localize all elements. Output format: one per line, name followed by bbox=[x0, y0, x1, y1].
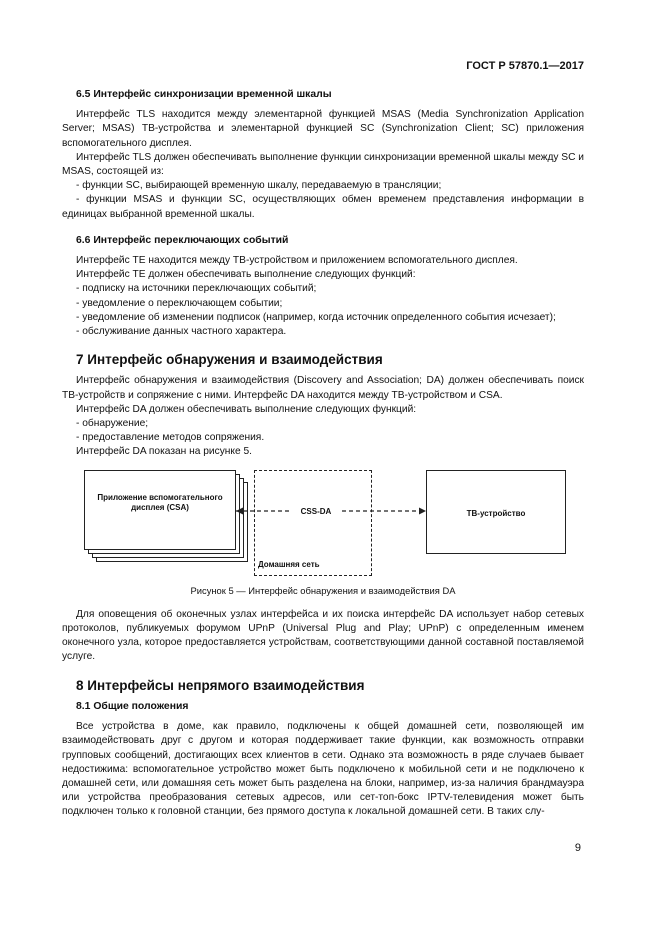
paragraph: Интерфейс ТЕ находится между ТВ-устройством и приложением вспомогательного дисплея. bbox=[76, 255, 518, 267]
paragraph: Интерфейс обнаружения и взаимодействия (Discovery and Association; DA) должен обеспечивать поиск ТВ-устройств и сопряжение с ними. Интерфейс DA находится между ТВ-устройством и CSA. bbox=[62, 375, 584, 401]
tv-device-label: ТВ-устройство bbox=[466, 508, 526, 518]
page-content bbox=[62, 88, 584, 820]
section-heading-6-6: 6.6 Интерфейс переключающих событий bbox=[76, 234, 289, 246]
list-item: - обнаружение; bbox=[76, 418, 149, 430]
arrow-right-icon bbox=[419, 507, 426, 514]
list-item: - обслуживание данных частного характера. bbox=[76, 326, 287, 338]
list-item: - функции MSAS и функции SC, осуществляющих обмен временем представления информации в единицах выбранной временной шкалы. bbox=[62, 194, 584, 220]
paragraph: Для оповещения об оконечных узлах интерфейса и их поиска интерфейс DA использует набор сетевых протоколов, публикуемых форумом UPnP (Universal Plug and Play; UPnP) с определенным именем оконечного узла, которое предоставляется устройствам, соответствующими данной составной поставляемой услуге. bbox=[62, 608, 584, 663]
css-da-label: CSS-DA bbox=[300, 506, 332, 516]
paragraph: Интерфейс TLS должен обеспечивать выполнение функции синхронизации временной шкалы между SC и MSAS, состоящей из: bbox=[62, 151, 584, 178]
section-heading-7: 7 Интерфейс обнаружения и взаимодействия bbox=[76, 352, 383, 368]
association-connector bbox=[62, 468, 584, 580]
home-network-label: Домашняя сеть bbox=[258, 559, 320, 569]
section-heading-8-1: 8.1 Общие положения bbox=[76, 700, 189, 712]
paragraph: Интерфейс DA должен обеспечивать выполнение следующих функций: bbox=[76, 403, 417, 415]
arrow-left-icon bbox=[236, 507, 243, 514]
list-item: - уведомление о переключающем событии; bbox=[76, 297, 283, 309]
section-heading-6-5: 6.5 Интерфейс синхронизации временной шкалы bbox=[76, 89, 332, 100]
paragraph: Интерфейс DA показан на рисунке 5. bbox=[76, 446, 252, 458]
figure-caption: Рисунок 5 — Интерфейс обнаружения и взаимодействия DA bbox=[190, 584, 456, 596]
list-item: - функции SC, выбирающей временную шкалу, передаваемую в трансляции; bbox=[76, 180, 442, 192]
list-item: - подписку на источники переключающих событий; bbox=[76, 283, 317, 295]
paragraph: Интерфейс TLS находится между элементарной функцией MSAS (Media Synchronization Application Server; MSAS) ТВ-устройства и элементарной функцией SC (Synchronization Client; SC) приложения вспомогательного дисплея. bbox=[62, 109, 584, 149]
section-heading-8: 8 Интерфейсы непрямого взаимодействия bbox=[76, 677, 365, 693]
document-code: ГОСТ Р 57870.1—2017 bbox=[466, 60, 584, 72]
paragraph: Интерфейс ТЕ должен обеспечивать выполнение следующих функций: bbox=[76, 269, 416, 281]
paragraph: Все устройства в доме, как правило, подключены к общей домашней сети, позволяющей им взаимодействовать друг с другом и которая поддерживает такие функции, как возможность отправки групповых сообщений, достигающих всех клиентов в сети. Однако эта возможность в ряде случаев бывает недостижима: вспомогательное устройство может быть подключено к мобильной сети и не подключено к домашней сети, или домашняя сеть может быть разделена на блоки, например, из-за наличия брандмауэра или устройства преобразования сетевых адресов, или сет-топ-бокс IPTV-телевидения может быть подключен только к головной станции, без прямого доступа к локальной домашней сети. В таких слу- bbox=[62, 721, 584, 818]
list-item: - уведомление об изменении подписок (например, когда источник определенного события исчезает); bbox=[76, 311, 556, 323]
list-item: - предоставление методов сопряжения. bbox=[76, 432, 265, 444]
page-number: 9 bbox=[574, 842, 581, 854]
csa-label: Приложение вспомогательного дисплея (CSA) bbox=[97, 492, 223, 512]
figure-5-diagram bbox=[62, 468, 584, 580]
